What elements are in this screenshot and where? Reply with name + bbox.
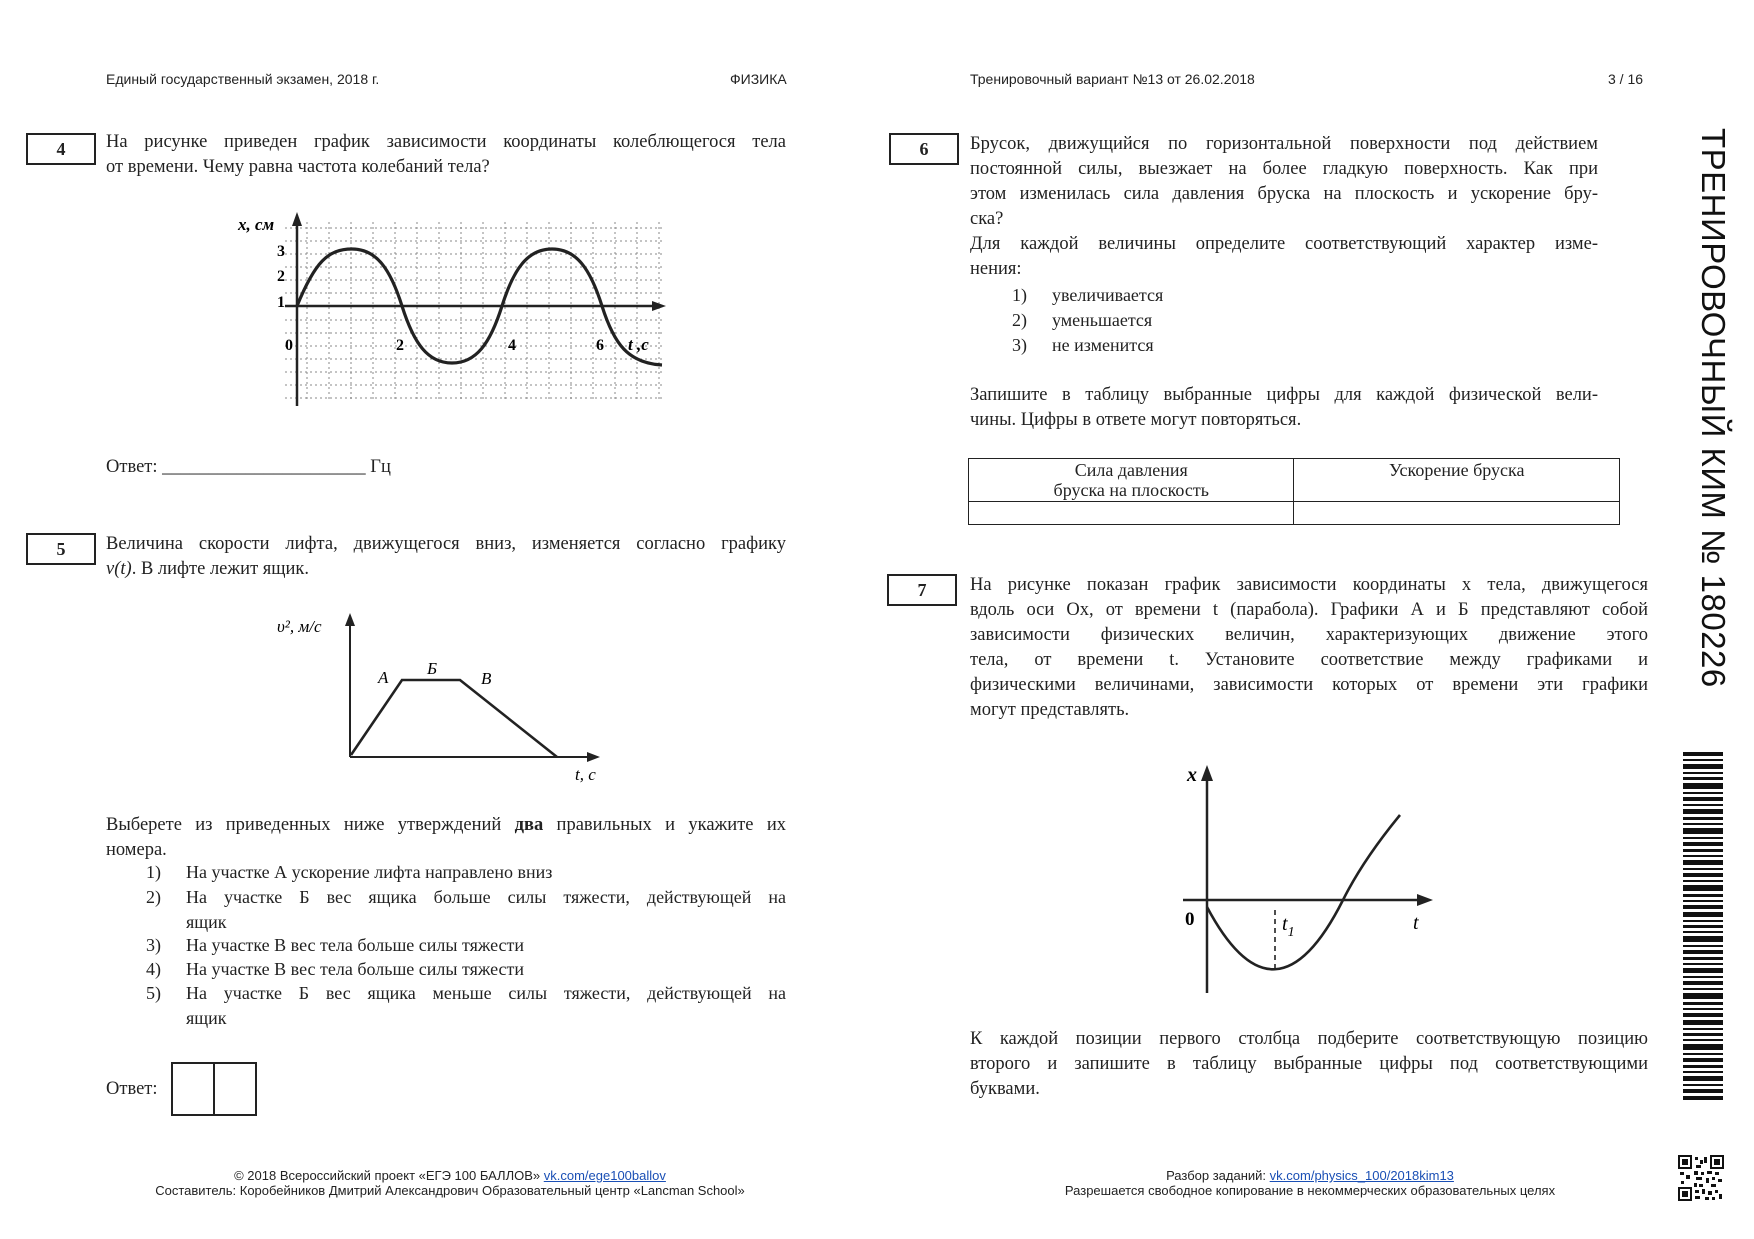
q5-label-c: В [481, 669, 492, 688]
barcode-graphic [1683, 752, 1723, 1100]
footer-left-line1 [60, 1168, 840, 1183]
q7-t1-subscript: 1 [1287, 925, 1295, 940]
q5-option-1-num: 1) [146, 862, 161, 882]
q5-instruction-line2: номера. [106, 840, 167, 860]
q5-option-3 [146, 933, 786, 958]
q5-option-2-text-cont: ящик [186, 912, 227, 932]
q6-line1: Брусок, движущийся по горизонтальной поверхности под действием [970, 134, 1598, 154]
q4-ytick-1: 1 [277, 294, 285, 311]
q7-parabola-curve [1207, 815, 1400, 969]
q7-origin-label: 0 [1185, 909, 1195, 930]
q6-answer-cell-2[interactable] [1294, 502, 1620, 525]
q5-instruction [106, 813, 786, 863]
q4-oscillation-graph [230, 210, 670, 415]
q5-instr-c: правильных и укажите их [543, 815, 786, 835]
q7-y-label: x [1187, 764, 1197, 786]
q6-line4: ска? [970, 209, 1004, 229]
q5-text-line2 [106, 557, 786, 582]
q4-number-box: 4 [26, 133, 96, 165]
q5-y-arrow [345, 613, 355, 626]
q6-table-header-1-line2: бруска на плоскость [1053, 480, 1209, 500]
q7-y-arrow [1201, 765, 1213, 781]
q6-line5: Для каждой величины определите соответствующий характер изме- [970, 234, 1598, 254]
q5-answer-cell-2[interactable] [215, 1064, 255, 1114]
footer-right-line2: Разрешается свободное копирование в некоммерческих образовательных целях [1064, 1183, 1556, 1198]
q6-option-2-text: уменьшается [1052, 310, 1153, 330]
q4-y-arrow [292, 212, 302, 226]
q6-option-1-text: увеличивается [1052, 285, 1164, 305]
q7-x-arrow [1417, 894, 1433, 906]
q5-label-b: Б [427, 659, 438, 678]
footer-right [960, 1168, 1660, 1198]
q6-line3: этом изменилась сила давления бруска на плоскость и ускорение бру- [970, 184, 1598, 204]
q5-text [106, 532, 786, 582]
q5-instr-two: два [514, 815, 544, 835]
q5-instruction-line1 [106, 813, 786, 838]
q6-write-line2: чины. Цифры в ответе могут повторяться. [970, 410, 1302, 430]
q6-line2: постоянной силы, выезжает на более гладкую поверхность. Как при [970, 159, 1598, 179]
q5-label-a: А [378, 668, 389, 687]
q6-option-3-num: 3) [1012, 335, 1027, 355]
q5-option-4-text: На участке В вес тела больше силы тяжести [186, 959, 525, 979]
q6-table-header-2: Ускорение бруска [1294, 459, 1620, 502]
q6-table-answer-row [969, 502, 1620, 525]
q6-answer-cell-1[interactable] [969, 502, 1294, 525]
q7-after-line3: буквами. [970, 1079, 1040, 1099]
q5-x-label: t, c [575, 765, 596, 784]
q4-text-line2: от времени. Чему равна частота колебаний тела? [106, 157, 490, 177]
q5-number-box: 5 [26, 533, 96, 565]
q4-x-label: t ,с [628, 335, 649, 354]
q5-option-2-text: На участке Б вес ящика больше силы тяжести, действующей на [186, 887, 786, 907]
q7-number-box: 7 [887, 574, 957, 606]
q7-line5: физическими величинами, зависимости которых от времени эти графики [970, 675, 1648, 695]
q7-t1-label [1282, 913, 1295, 940]
q5-option-1 [146, 860, 786, 885]
q5-option-3-text: На участке В вес тела больше силы тяжести [186, 935, 525, 955]
q5-velocity-line [351, 680, 557, 757]
q6-option-3 [1012, 333, 1312, 358]
q7-after-line2: второго и запишите в таблицу выбранные цифры под соответствующими [970, 1054, 1648, 1074]
q7-after-line1: К каждой позиции первого столбца подберите соответствующую позицию [970, 1029, 1648, 1049]
q4-answer-line [106, 455, 506, 480]
q4-xtick-0: 0 [285, 337, 293, 354]
qr-code [1678, 1155, 1724, 1201]
q6-option-3-text: не изменится [1052, 335, 1154, 355]
q5-answer-boxes [171, 1062, 257, 1116]
q6-table-header-1 [969, 459, 1294, 502]
q4-xtick-6: 6 [596, 337, 604, 354]
header-exam: Единый государственный экзамен, 2018 г. [106, 71, 380, 87]
q4-answer-blank[interactable]: ______________________ [162, 457, 366, 477]
qr-code-graphic [1678, 1155, 1724, 1201]
q7-line4: тела, от времени t. Установите соответствие между графиками и [970, 650, 1648, 670]
q5-option-5-num: 5) [146, 983, 161, 1003]
q5-option-2 [146, 885, 786, 935]
q5-answer-cell-1[interactable] [173, 1064, 215, 1114]
footer-right-line1 [960, 1168, 1660, 1183]
q7-parabola-graph [1175, 755, 1440, 1000]
q4-answer-label: Ответ: [106, 457, 158, 477]
q5-vt-symbol: v(t) [106, 559, 132, 579]
q5-option-1-text: На участке А ускорение лифта направлено вниз [186, 862, 553, 882]
q7-t1-letter: t [1282, 913, 1288, 935]
side-title: ТРЕНИРОВОЧНЫЙ КИМ № 180226 [1695, 128, 1732, 688]
q7-x-label: t [1413, 912, 1419, 934]
q6-line6: нения: [970, 259, 1022, 279]
q5-text-line2-rest: . В лифте лежит ящик. [131, 559, 310, 579]
header-page: 3 / 16 [1608, 71, 1644, 87]
q4-text-line1: На рисунке приведен график зависимости координаты колеблющегося тела [106, 132, 786, 152]
header-subject: ФИЗИКА [730, 71, 787, 87]
q7-text [970, 573, 1648, 723]
q4-y-label: x, см [238, 215, 275, 234]
q6-answer-table [968, 458, 1620, 525]
q6-table-header-row [969, 459, 1620, 502]
q6-table-header-1-line1: Сила давления [1074, 460, 1188, 480]
q7-line6: могут представлять. [970, 700, 1130, 720]
q6-text [970, 132, 1598, 282]
q7-line2: вдоль оси Ox, от времени t (парабола). Графики А и Б представляют собой [970, 600, 1648, 620]
footer-right-link[interactable]: vk.com/physics_100/2018kim13 [1269, 1168, 1454, 1183]
q4-answer-unit: Гц [370, 457, 391, 477]
q4-ytick-2: 2 [277, 268, 285, 285]
q5-option-3-num: 3) [146, 935, 161, 955]
q5-instr-a: Выберете из приведенных ниже утверждений [106, 815, 515, 835]
q5-option-4-num: 4) [146, 959, 161, 979]
q6-option-1-num: 1) [1012, 285, 1027, 305]
q5-option-2-num: 2) [146, 887, 161, 907]
footer-left [60, 1168, 840, 1198]
q7-line3: зависимости физических величин, характеризующих движение этого [970, 625, 1648, 645]
q4-ytick-3: 3 [277, 243, 285, 260]
q6-option-2 [1012, 308, 1312, 333]
q5-option-4 [146, 957, 786, 982]
q6-write-instruction [970, 383, 1598, 433]
q5-velocity-graph [270, 605, 615, 785]
q6-option-2-num: 2) [1012, 310, 1027, 330]
side-title-wrap [1680, 128, 1740, 728]
q6-write-line1: Запишите в таблицу выбранные цифры для каждой физической вели- [970, 385, 1598, 405]
q4-xtick-2: 2 [396, 337, 404, 354]
q4-text [106, 130, 786, 180]
footer-left-link[interactable]: vk.com/ege100ballov [543, 1168, 666, 1183]
q7-line1: На рисунке показан график зависимости координаты x тела, движущегося [970, 575, 1648, 595]
q5-option-5 [146, 981, 786, 1031]
header-variant: Тренировочный вариант №13 от 26.02.2018 [970, 71, 1255, 87]
q5-answer-label: Ответ: [106, 1079, 158, 1099]
footer-left-line2: Составитель: Коробейников Дмитрий Александрович Образовательный центр «Lancman School» [155, 1183, 745, 1198]
footer-copyright: © 2018 Всероссийский проект «ЕГЭ 100 БАЛЛОВ» [234, 1168, 544, 1183]
q5-y-label: υ², м/с [277, 617, 322, 636]
q5-text-line1: Величина скорости лифта, движущегося вниз, изменяется согласно графику [106, 534, 786, 554]
q4-xtick-4: 4 [508, 337, 516, 354]
q5-option-5-text-cont: ящик [186, 1008, 227, 1028]
q5-option-5-text: На участке Б вес ящика меньше силы тяжести, действующей на [186, 983, 786, 1003]
footer-analysis-label: Разбор заданий: [1166, 1168, 1270, 1183]
q5-x-arrow [587, 752, 600, 762]
q6-option-1 [1012, 283, 1312, 308]
q6-number-box: 6 [889, 133, 959, 165]
barcode [1683, 752, 1723, 1100]
q7-after-text [970, 1027, 1648, 1102]
